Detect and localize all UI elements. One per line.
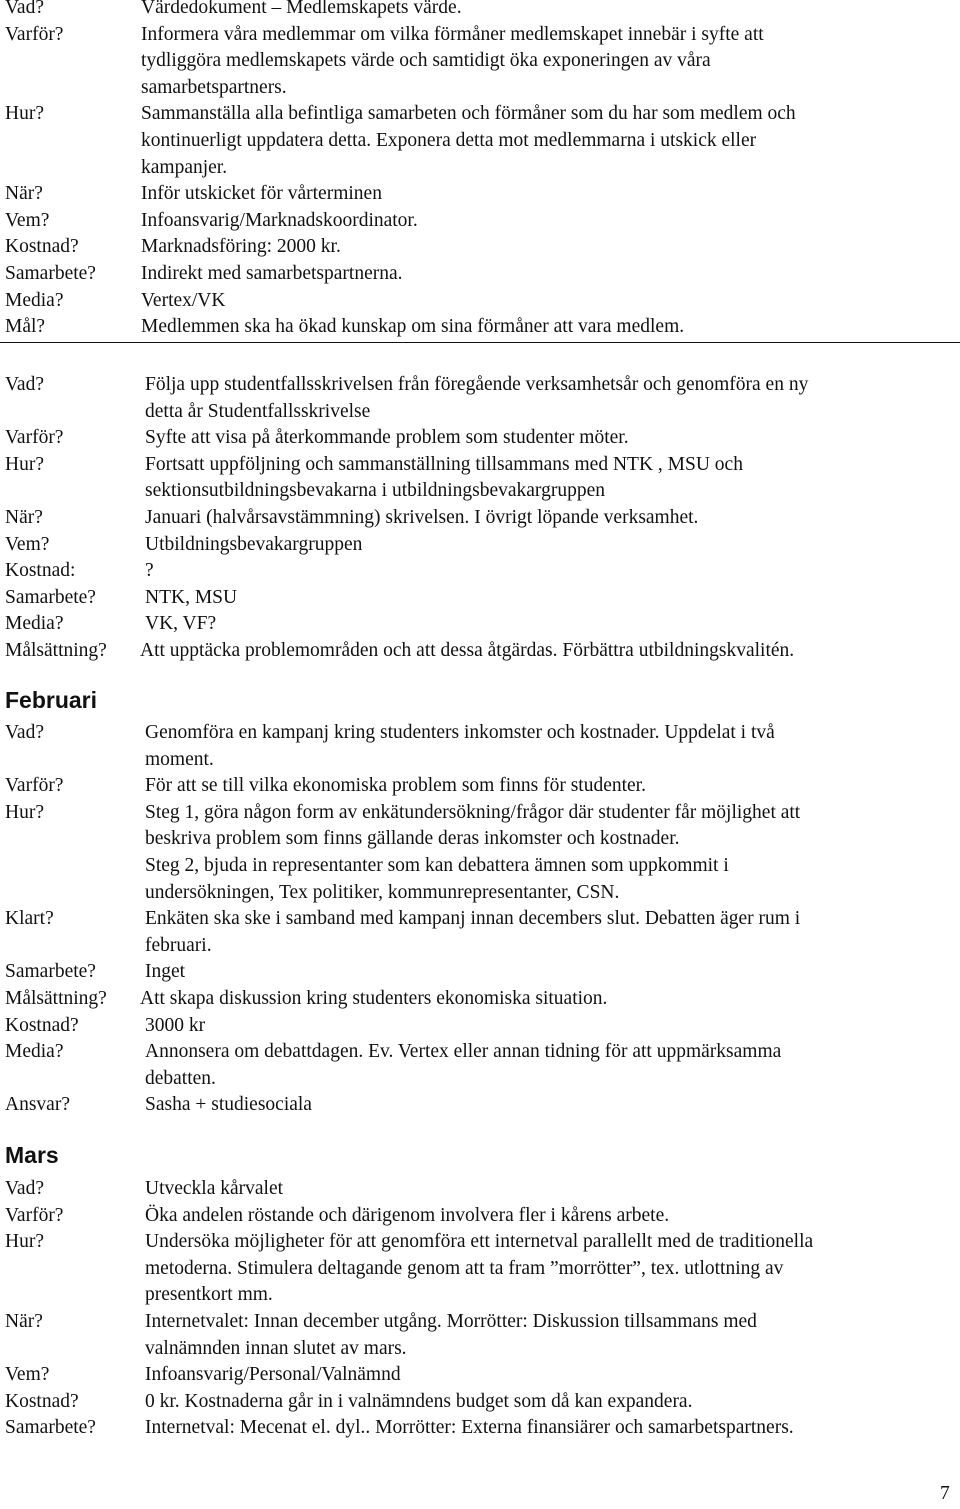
field-row [5,1228,956,1255]
field-label: Vem? [5,209,50,231]
field-row [5,154,956,181]
field-value: undersökningen, Tex politiker, kommunrepresentanter, CSN. [145,881,620,903]
field-value: beskriva problem som finns gällande deras inkomster och kostnader. [145,828,680,850]
field-row [5,719,956,746]
field-label: Samarbete? [5,586,96,608]
field-label: Samarbete? [5,263,96,284]
field-row [5,207,956,234]
field-row [5,21,956,48]
field-row [5,100,956,127]
field-label: Vad? [5,0,44,18]
field-value: ? [145,560,154,582]
field-row [5,504,956,531]
field-value: Öka andelen röstande och därigenom involvera fler i kårens arbete. [145,1204,670,1226]
field-value: tydliggöra medlemskapets värde och samtidigt öka exponeringen av våra [141,50,711,72]
field-row [5,1281,956,1308]
field-label: Mål? [5,316,46,338]
field-label: Media? [5,1041,64,1063]
field-value: Enkäten ska ske i samband med kampanj innan decembers slut. Debatten äger rum i [145,908,801,930]
field-label: Vad? [5,374,44,395]
field-value: Januari (halvårsavstämmning) skrivelsen. I övrigt löpande verksamhet. [145,507,699,528]
field-value: Indirekt med samarbetspartnerna. [141,263,403,284]
field-value: Sammanställa alla befintliga samarbeten och förmåner som du har som medlem och [141,103,796,125]
field-value: 3000 kr [145,1014,206,1036]
field-row [5,1361,956,1388]
field-value: Medlemmen ska ha ökad kunskap om sina förmåner att vara medlem. [141,316,685,338]
field-row [5,531,956,558]
field-value: Vertex/VK [141,289,226,311]
field-row [5,398,956,425]
field-value: Infoansvarig/Personal/Valnämnd [145,1364,401,1386]
field-row [5,1175,956,1202]
field-value: Steg 2, bjuda in representanter som kan debattera ämnen som uppkommit i [145,855,729,876]
field-row [5,1065,956,1092]
field-row [5,1388,956,1415]
field-value: debatten. [145,1067,216,1089]
field-row [5,1202,956,1229]
field-row [5,1335,956,1362]
field-row [5,584,956,611]
field-value: metoderna. Stimulera deltagande genom att ta fram ”morrötter”, tex. utlottning av [145,1257,784,1279]
field-row [5,74,956,101]
field-value: Följa upp studentfallsskrivelsen från föregående verksamhetsår och genomföra en ny [145,374,809,395]
field-value: kampanjer. [141,156,228,178]
field-value: sektionsutbildningsbevakarna i utbildningsbevakargruppen [145,480,605,502]
field-value: Inget [145,961,186,983]
field-value: Steg 1, göra någon form av enkätundersökning/frågor där studenter får möjlighet att [145,801,801,823]
field-row [5,424,956,451]
field-row [5,958,956,985]
heading-mars: Mars [5,1142,59,1168]
field-label: Samarbete? [5,1417,96,1439]
field-value: Utveckla kårvalet [145,1178,284,1199]
field-value: Värdedokument – Medlemskapets värde. [141,0,462,18]
field-value: moment. [145,748,214,770]
heading-februari: Februari [5,687,98,713]
field-row [5,985,956,1012]
field-row [5,825,956,852]
field-label: Varför? [5,23,64,45]
field-row [5,180,956,207]
page-number: 7 [940,1483,950,1504]
field-label: Varför? [5,775,64,797]
field-value: 0 kr. Kostnaderna går in i valnämndens budget som då kan expandera. [145,1390,693,1412]
field-label: Media? [5,289,64,311]
field-row [5,287,956,314]
field-label: Kostnad? [5,1390,79,1412]
field-label: Vem? [5,533,50,555]
field-row [5,772,956,799]
field-value: samarbetspartners. [141,76,287,98]
field-value: Undersöka möjligheter för att genomföra ett internetval parallellt med de traditionella [145,1231,814,1253]
field-row [5,852,956,879]
field-row [5,371,956,398]
field-value: VK, VF? [145,613,217,635]
field-label: Ansvar? [5,1094,70,1116]
field-value: kontinuerligt uppdatera detta. Exponera detta mot medlemmarna i utskick eller [141,130,757,151]
field-value: Sasha + studiesociala [145,1094,312,1116]
field-row [5,477,956,504]
field-row [5,1012,956,1039]
field-value: Utbildningsbevakargruppen [145,533,363,555]
field-value: februari. [145,934,212,956]
field-value: detta år Studentfallsskrivelse [145,400,371,422]
field-row [5,557,956,584]
field-value: Fortsatt uppföljning och sammanställning tillsammans med NTK , MSU och [145,453,743,475]
field-row [5,313,956,340]
field-value: Syfte att visa på återkommande problem som studenter möter. [145,427,629,449]
section-divider [0,342,960,343]
field-value: Infoansvarig/Marknadskoordinator. [141,209,418,231]
field-value: Marknadsföring: 2000 kr. [141,236,341,258]
field-value: Att upptäcka problemområden och att dessa åtgärdas. Förbättra utbildningskvalitén. [140,640,795,661]
field-label: Vad? [5,722,44,743]
field-value: Informera våra medlemmar om vilka förmåner medlemskapet innebär i syfte att [141,23,764,45]
field-value: Att skapa diskussion kring studenters ekonomiska situation. [140,988,608,1009]
field-value: Annonsera om debattdagen. Ev. Vertex eller annan tidning för att uppmärksamma [145,1041,782,1063]
field-row [5,260,956,287]
field-value: valnämnden innan slutet av mars. [145,1337,407,1359]
field-row [5,932,956,959]
field-label: Klart? [5,908,54,930]
field-label: Hur? [5,453,44,475]
field-row [5,746,956,773]
field-value: Internetval: Mecenat el. dyl.. Morrötter: Externa finansiärer och samarbetspartners. [145,1417,794,1439]
field-value: Internetvalet: Innan december utgång. Morrötter: Diskussion tillsammans med [145,1311,757,1332]
field-label: Vem? [5,1364,50,1386]
field-row [5,1414,956,1441]
field-row [5,0,956,21]
field-label: Kostnad: [5,560,76,582]
field-label: Målsättning? [5,640,107,661]
field-label: Samarbete? [5,961,96,983]
field-value: NTK, MSU [145,586,238,608]
field-label: Media? [5,613,64,635]
field-row [5,1038,956,1065]
field-label: Kostnad? [5,1014,79,1036]
field-label: När? [5,183,43,205]
field-label: Hur? [5,103,44,125]
field-row [5,1091,956,1118]
field-row [5,127,956,154]
field-row [5,610,956,637]
field-label: Vad? [5,1178,44,1199]
field-value: Genomföra en kampanj kring studenters inkomster och kostnader. Uppdelat i två [145,722,775,743]
field-row [5,905,956,932]
field-label: När? [5,507,43,528]
field-row [5,1255,956,1282]
field-label: Hur? [5,1231,44,1253]
field-row [5,233,956,260]
field-label: Varför? [5,427,64,449]
field-label: Varför? [5,1204,64,1226]
field-label: När? [5,1311,43,1332]
field-row [5,637,956,664]
field-row [5,879,956,906]
field-label: Målsättning? [5,988,107,1009]
field-row [5,451,956,478]
field-label: Hur? [5,801,44,823]
field-value: För att se till vilka ekonomiska problem som finns för studenter. [145,775,646,797]
field-label: Kostnad? [5,236,79,258]
field-row [5,799,956,826]
field-value: presentkort mm. [145,1284,273,1306]
field-row [5,1308,956,1335]
field-row [5,47,956,74]
field-value: Inför utskicket för vårterminen [141,183,382,205]
